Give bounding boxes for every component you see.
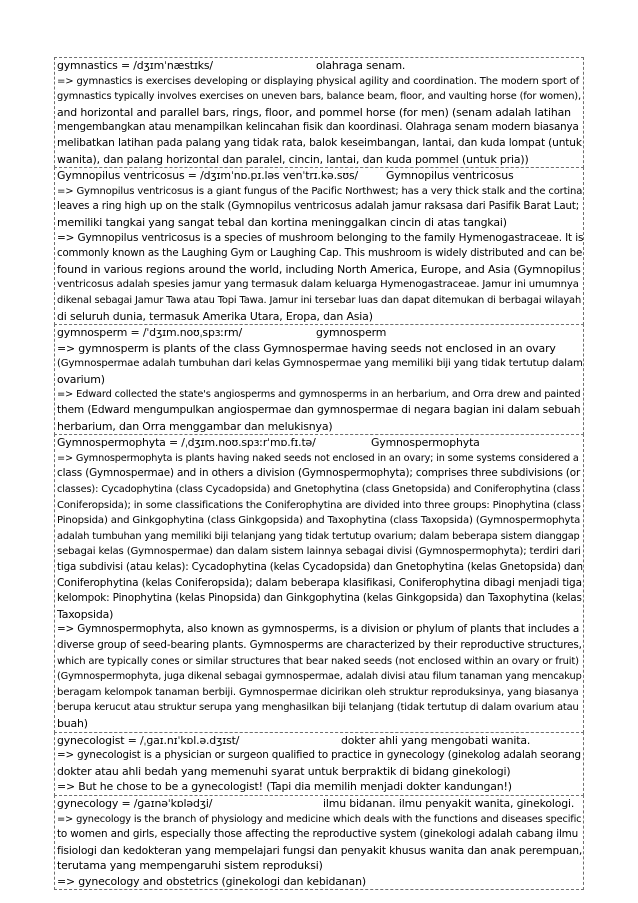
text-line: Pinopsida) and Ginkgophytina (class Ginkgopsida) and Taxophytina (class Taxopsida) (Gymnospermophyta xyxy=(57,515,581,527)
text-line: dikenal sebagai Jamur Tawa atau Topi Tawa. Jamur ini tersebar luas dan dapat ditemukan di berbagai wilayah xyxy=(57,294,582,306)
headword: gynecology = /ɡaɪnəˈkɒlədʒi/ xyxy=(57,796,213,810)
text-line: (Gymnospermae adalah tumbuhan dari kelas Gymnospermae yang memiliki biji yang tidak tertutup dalam xyxy=(57,358,583,370)
text-line: to women and girls, especially those affecting the reproductive system (ginekologi adalah cabang ilmu xyxy=(57,828,579,841)
text-line: => gymnastics is exercises developing or displaying physical agility and coordination. The modern sport of xyxy=(57,75,580,87)
definition-text xyxy=(57,74,581,168)
text-line: berupa kerucut atau struktur serupa yang menghasilkan biji telanjang (tidak tertutup di dalam ovarium atau xyxy=(57,702,579,714)
entry-gymnospermophyta xyxy=(54,434,584,732)
text-line: classes): Cycadophytina (class Cycadopsida) and Gnetophytina (class Gnetopsida) and Coniferophytina (class xyxy=(57,484,581,496)
text-line: => gynecology and obstetrics (ginekologi dan kebidanan) xyxy=(57,874,366,888)
headword: gynecologist = /ˌɡaɪ.nɪˈkɒl.ə.dʒɪst/ xyxy=(57,733,240,747)
short-meaning: olahraga senam. xyxy=(316,59,406,72)
definition-text xyxy=(57,184,584,324)
text-line: => gymnosperm is plants of the class Gymnospermae having seeds not enclosed in an ovary xyxy=(57,341,556,355)
text-line: => Edward collected the state's angiosperms and gymnosperms in an herbarium, and Orra drew and painted xyxy=(57,389,581,401)
text-line: => Gymnopilus ventricosus is a species of mushroom belonging to the family Hymenogastraceae. It is xyxy=(57,231,584,244)
entry-header xyxy=(57,733,581,749)
text-line: beragam kelompok tanaman berbiji. Gymnospermae dicirikan oleh struktur reproduksinya, yang biasanya xyxy=(57,686,579,698)
text-line: memiliki tangkai yang sangat tebal dan kortina meninggalkan cincin di atas tangkai) xyxy=(57,215,507,229)
text-line: ovarium) xyxy=(57,372,105,386)
headword: gymnosperm = /ˈdʒɪm.noʊˌspɜːrm/ xyxy=(57,326,242,340)
headword: gymnastics = /dʒɪmˈnæstɪks/ xyxy=(57,59,213,72)
entry-gymnosperm xyxy=(54,324,584,435)
text-line: Coniferopsida); in some classifications the Coniferophytina are divided into three groups: Pinophytina (class xyxy=(57,499,581,511)
text-line: which are typically cones or similar structures that bear naked seeds (not enclosed within an ovary or fruit) xyxy=(57,655,579,667)
text-line: herbarium, dan Orra menggambar dan melukisnya) xyxy=(57,419,333,433)
text-line: ventricosus adalah spesies jamur yang termasuk dalam keluarga Hymenogastraceae. Jamur ini umumnya xyxy=(57,279,579,291)
text-line: mengembangkan atau menampilkan kelincahan fisik dan koordinasi. Olahraga senam modern biasanya xyxy=(57,121,579,134)
short-meaning: dokter ahli yang mengobati wanita. xyxy=(341,733,531,747)
entry-header xyxy=(57,435,581,451)
text-line: wanita), dan palang horizontal dan paralel, cincin, lantai, dan kuda pommel (untuk pria)) xyxy=(57,152,529,166)
headword: Gymnospermophyta = /ˌdʒɪm.noʊ.spɜːrˈmɒ.fɪ.tə/ xyxy=(57,436,316,450)
text-line: adalah tumbuhan yang memiliki biji telanjang yang tidak tertutup ovarium; dalam beberapa sistem dianggap xyxy=(57,530,580,542)
text-line: di seluruh dunia, termasuk Amerika Utara, Eropa, dan Asia) xyxy=(57,309,373,323)
short-meaning: gymnosperm xyxy=(316,326,387,340)
headword: Gymnopilus ventricosus = /dʒɪmˈnɒ.pɪ.ləs venˈtrɪ.kə.sʊs/ xyxy=(57,169,359,183)
text-line: (Gymnospermophyta, juga dikenal sebagai gymnospermae, adalah divisi atau filum tanaman yang mencakup xyxy=(57,671,582,683)
definition-text xyxy=(57,748,581,795)
text-line: buah) xyxy=(57,716,88,730)
text-line: => Gymnospermophyta is plants having naked seeds not enclosed in an ovary; in some systems considered a xyxy=(57,452,579,464)
text-line: kelompok: Pinophytina (kelas Pinopsida) dan Ginkgophytina (kelas Ginkgopsida) dan Taxophytina (kelas xyxy=(57,592,582,605)
short-meaning: Gymnopilus ventricosus xyxy=(386,169,514,183)
entry-gymnastics xyxy=(54,57,584,168)
text-line: terutama yang mempengaruhi sistem reproduksi) xyxy=(57,859,323,873)
entry-gymnopilus-ventricosus xyxy=(54,167,584,325)
entry-header xyxy=(57,58,581,74)
text-line: gymnastics typically involves exercises on uneven bars, balance beam, floor, and vaulting horse (for women), xyxy=(57,91,581,103)
text-line: Coniferophytina (kelas Coniferopsida); dalam beberapa klasifikasi, Coniferophytina dibagi menjadi tiga xyxy=(57,576,582,589)
text-line: diverse group of seed-bearing plants. Gymnosperms are characterized by their reproductive structures, xyxy=(57,638,582,651)
text-line: Taxopsida) xyxy=(57,607,114,621)
text-line: them (Edward mengumpulkan angiospermae dan gymnospermae di negara bagian ini dalam sebuah xyxy=(57,404,581,417)
text-line: => gynecology is the branch of physiology and medicine which deals with the functions and diseases specific xyxy=(57,813,582,825)
text-line: fisiologi dan kedokteran yang mempelajari fungsi dan penyakit khusus wanita dan anak perempuan, xyxy=(57,843,583,857)
definition-text xyxy=(57,341,581,435)
entry-gynecologist xyxy=(54,732,584,796)
text-line: => gynecologist is a physician or surgeon qualified to practice in gynecology (ginekolog adalah seorang xyxy=(57,749,581,762)
dictionary-page xyxy=(54,58,584,890)
definition-text xyxy=(57,812,581,890)
text-line: commonly known as the Laughing Gym or Laughing Cap. This mushroom is widely distributed and can be xyxy=(57,248,583,260)
text-line: and horizontal and parallel bars, rings, floor, and pommel horse (for men) (senam adalah latihan xyxy=(57,105,571,119)
short-meaning: ilmu bidanan. ilmu penyakit wanita, ginekologi. xyxy=(323,796,575,810)
text-line: found in various regions around the world, including North America, Europe, and Asia (Gymnopilus xyxy=(57,262,581,276)
text-line: leaves a ring high up on the stalk (Gymnopilus ventricosus adalah jamur raksasa dari Pasifik Barat Laut; xyxy=(57,200,580,213)
text-line: class (Gymnospermae) and in others a division (Gymnospermophyta); comprises three subdivisions (or xyxy=(57,467,581,480)
text-line: melibatkan latihan pada palang yang tidak rata, balok keseimbangan, lantai, dan kuda lompat (untuk xyxy=(57,136,582,149)
short-meaning: Gymnospermophyta xyxy=(371,436,480,450)
entry-header xyxy=(57,325,581,341)
entry-gynecology xyxy=(54,795,584,891)
text-line: sebagai kelas (Gymnospermae) dan dalam sistem lainnya sebagai divisi (Gymnospermophyta); terdiri dari xyxy=(57,546,581,558)
entry-header xyxy=(57,796,581,812)
definition-text xyxy=(57,451,581,732)
text-line: dokter atau ahli bedah yang memenuhi syarat untuk berpraktik di bidang ginekologi) xyxy=(57,764,511,778)
text-line: => Gymnospermophyta, also known as gymnosperms, is a division or phylum of plants that includes a xyxy=(57,623,580,636)
text-line: => But he chose to be a gynecologist! (Tapi dia memilih menjadi dokter kandungan!) xyxy=(57,780,512,794)
text-line: tiga subdivisi (atau kelas): Cycadophytina (kelas Cycadopsida) dan Gnetophytina (kelas Gnetopsida) dan xyxy=(57,561,583,573)
entry-header xyxy=(57,168,581,184)
text-line: => Gymnopilus ventricosus is a giant fungus of the Pacific Northwest; has a very thick stalk and the cortina xyxy=(57,185,583,197)
